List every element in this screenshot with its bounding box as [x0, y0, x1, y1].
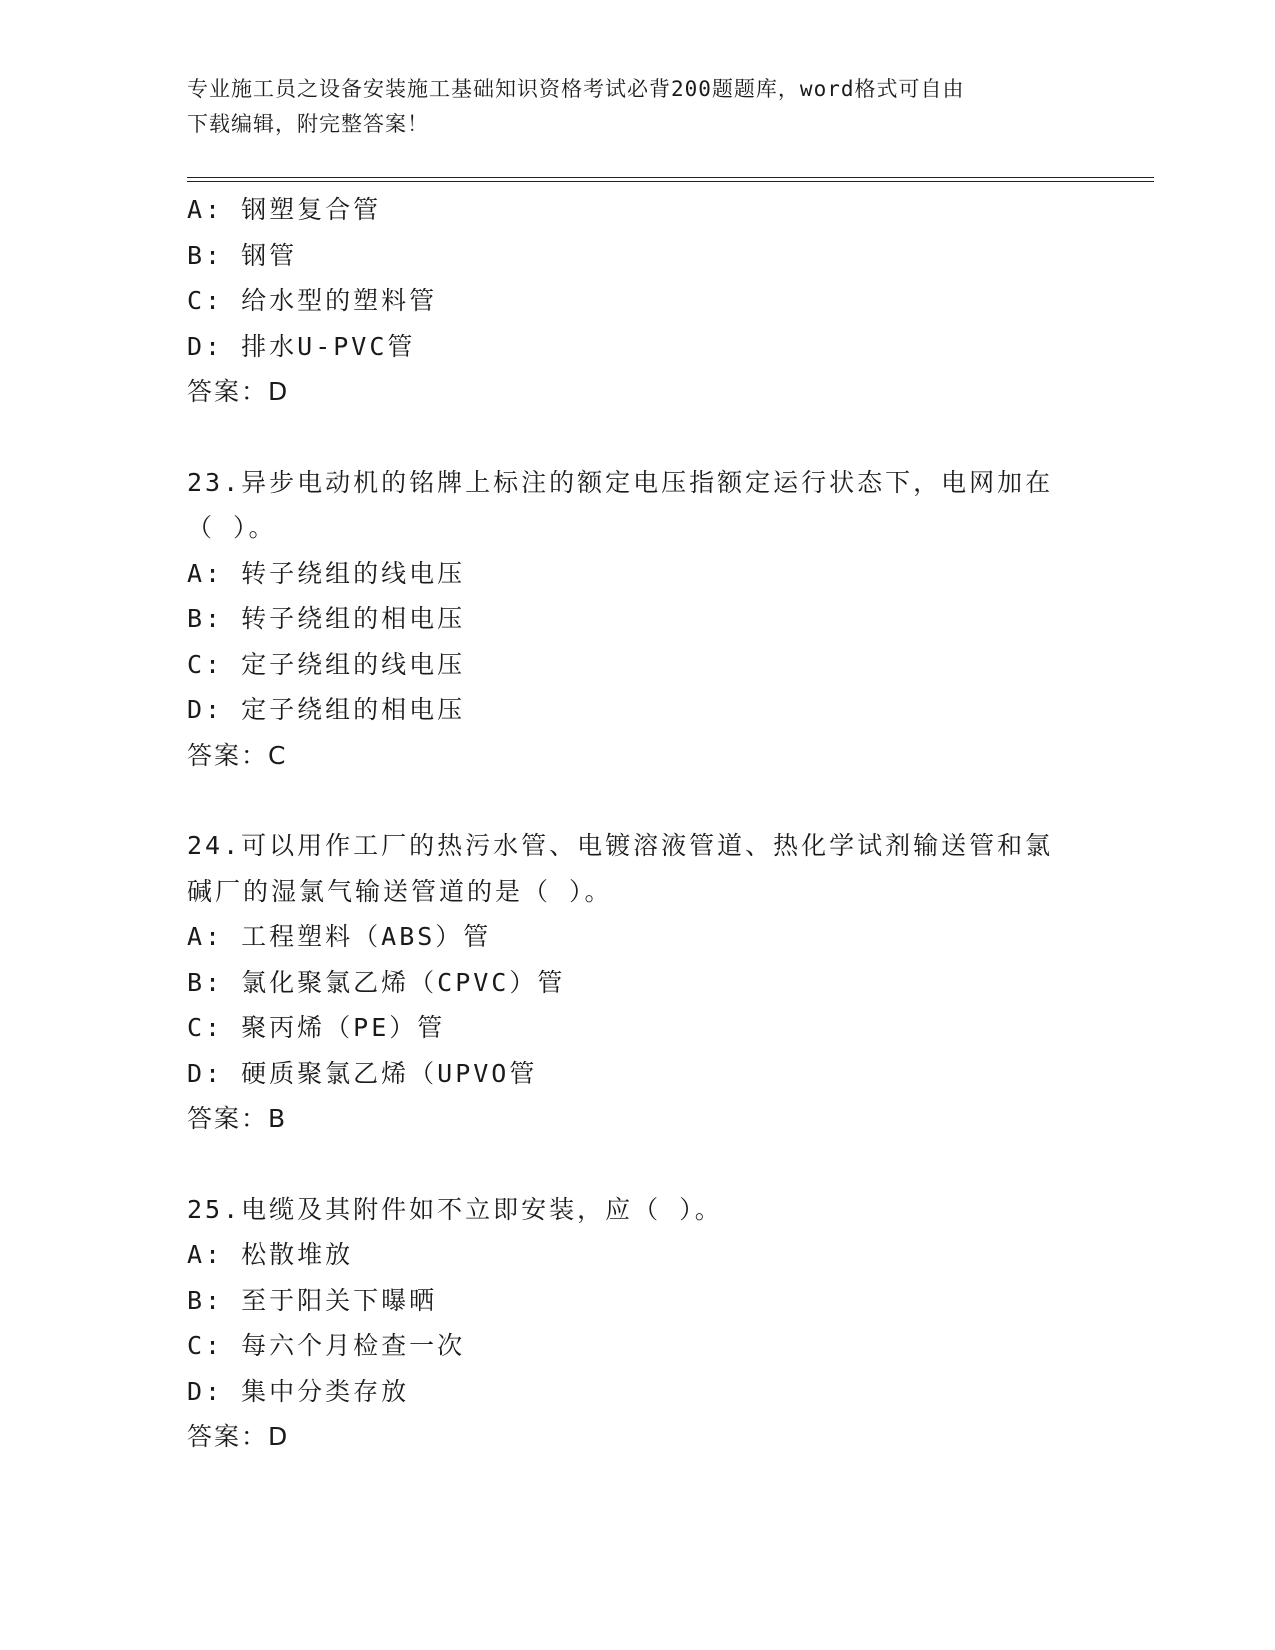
option-d: D: 排水U-PVC管 [187, 331, 416, 361]
option-c: C: 定子绕组的线电压 [187, 649, 466, 679]
option-b: B: 至于阳关下曝晒 [187, 1285, 438, 1315]
question-22-continuation [187, 187, 1087, 415]
question-23 [187, 460, 1087, 779]
option-d: D: 集中分类存放 [187, 1376, 410, 1406]
answer-line: 答案：B [187, 1104, 288, 1133]
question-stem-line: 23.异步电动机的铭牌上标注的额定电压指额定运行状态下，电网加在 [187, 467, 1054, 497]
header-line-1: 专业施工员之设备安装施工基础知识资格考试必背200题题库，word格式可自由 [187, 77, 965, 101]
option-d: D: 硬质聚氯乙烯（UPVO管 [187, 1058, 538, 1088]
document-header [187, 72, 1087, 142]
question-25 [187, 1187, 1087, 1460]
option-a: A: 钢塑复合管 [187, 195, 382, 224]
question-stem-line: 24.可以用作工厂的热污水管、电镀溶液管道、热化学试剂输送管和氯 [187, 831, 1054, 860]
option-a: A: 松散堆放 [187, 1240, 354, 1269]
answer-line: 答案：C [187, 740, 288, 770]
header-line-2: 下载编辑，附完整答案！ [187, 112, 429, 136]
option-a: A: 转子绕组的线电压 [187, 558, 466, 588]
option-b: B: 钢管 [187, 240, 298, 270]
option-c: C: 每六个月检查一次 [187, 1331, 466, 1360]
header-divider [187, 177, 1154, 182]
option-b: B: 氯化聚氯乙烯（CPVC）管 [187, 967, 566, 997]
option-d: D: 定子绕组的相电压 [187, 695, 466, 724]
answer-line: 答案：D [187, 377, 290, 406]
question-24 [187, 823, 1087, 1142]
question-stem-line: （ ）。 [187, 513, 277, 542]
option-b: B: 转子绕组的相电压 [187, 604, 466, 633]
question-stem-line: 碱厂的湿氯气输送管道的是（ ）。 [187, 876, 613, 906]
option-a: A: 工程塑料（ABS）管 [187, 922, 492, 951]
option-c: C: 聚丙烯（PE）管 [187, 1013, 446, 1042]
answer-line: 答案：D [187, 1422, 290, 1451]
question-stem-line: 25.电缆及其附件如不立即安装，应（ ）。 [187, 1194, 723, 1224]
document-body [187, 187, 1087, 1460]
option-c: C: 给水型的塑料管 [187, 286, 438, 315]
